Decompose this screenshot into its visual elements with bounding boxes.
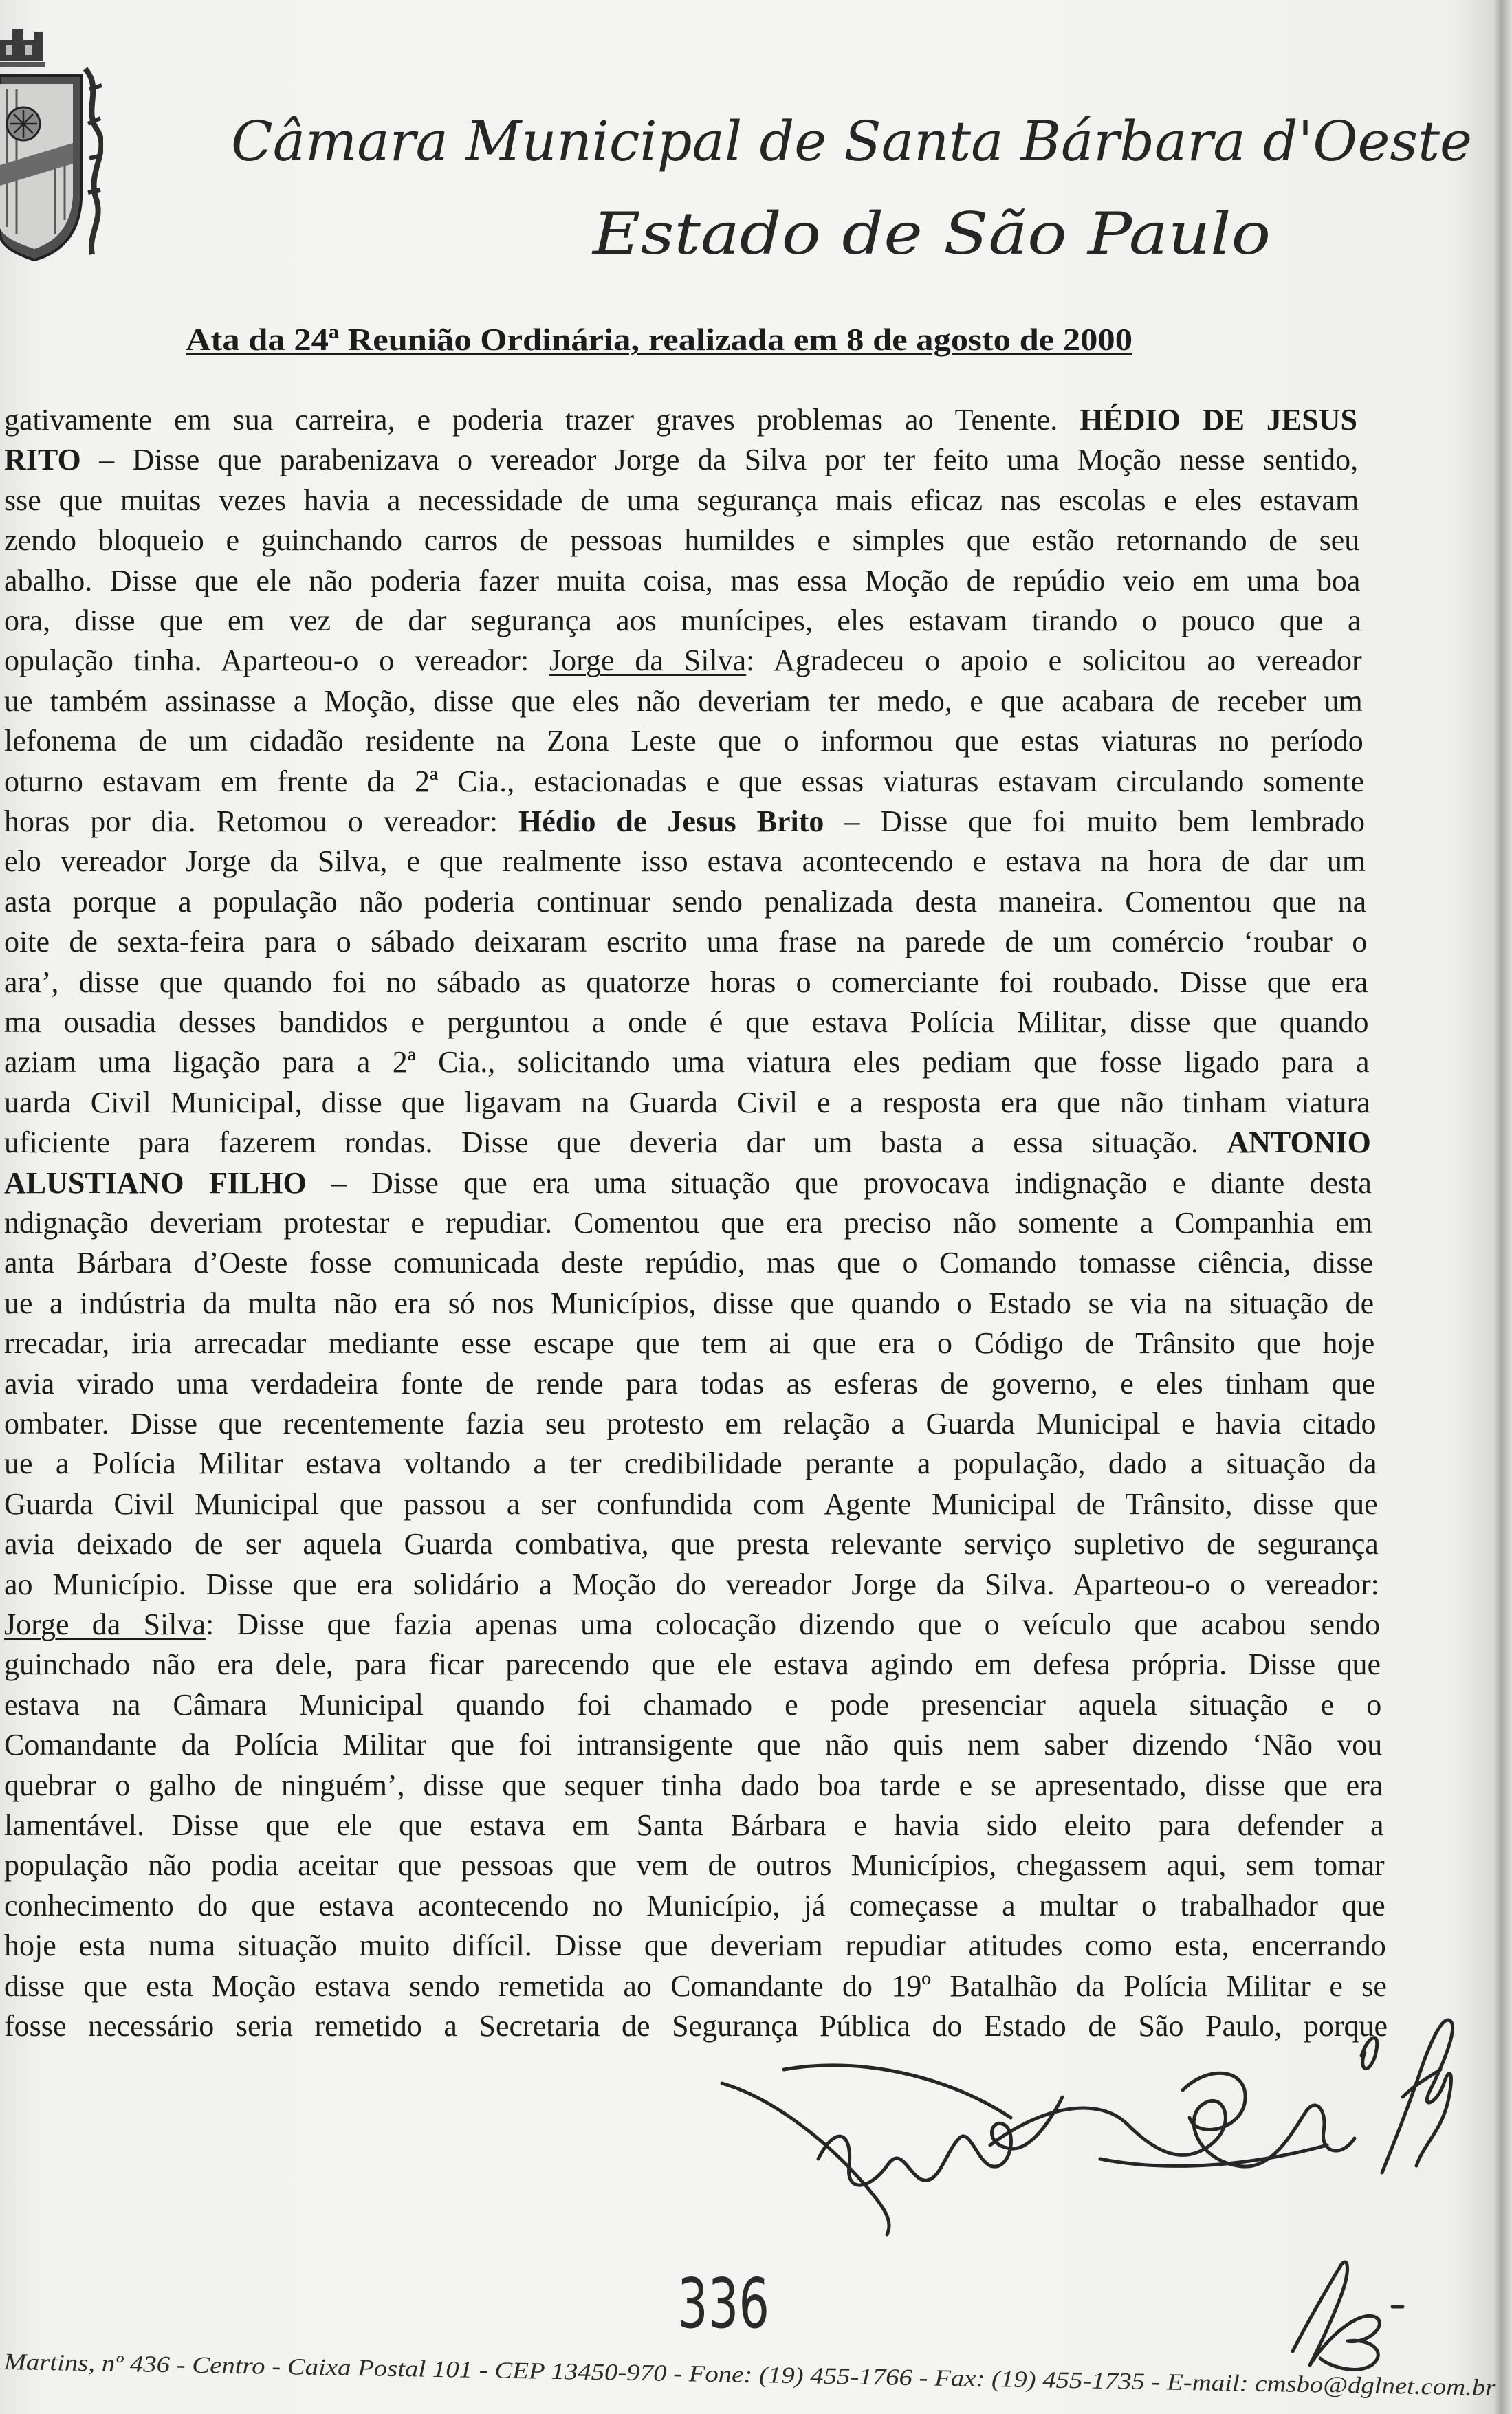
minutes-heading: Ata da 24ª Reunião Ordinária, realizada em 8 de agosto de 2000 (186, 322, 1132, 357)
text-line (4, 764, 1364, 800)
text-line (4, 1205, 1372, 1241)
text-line (4, 884, 1366, 920)
text-line (4, 924, 1367, 960)
text-segment: ue a indústria da multa não era só nos Municípios, disse que quando o Estado se via na situação de (4, 1286, 1374, 1320)
text-segment: disse que esta Moção estava sendo remetida ao Comandante do 19º Batalhão da Polícia Militar e se (4, 1968, 1387, 2003)
text-line (4, 1768, 1383, 1803)
speaker-name: RITO (4, 443, 81, 477)
text-segment: ue também assinasse a Moção, disse que eles não deveriam ter medo, e que acabara de receber um (4, 683, 1363, 718)
text-segment: : Agradeceu o apoio e solicitou ao vereador (746, 644, 1362, 678)
text-line (4, 1607, 1380, 1643)
text-segment: opulação tinha. Aparteou-o o vereador: (4, 644, 550, 678)
text-segment: avia deixado de ser aquela Guarda combativa, que presta relevante serviço supletivo de segurança (4, 1527, 1379, 1561)
text-line (4, 1044, 1370, 1080)
speaker-name: HÉDIO DE JESUS (1080, 403, 1357, 437)
text-line (4, 1888, 1385, 1924)
state-subtitle: Estado de São Paulo (593, 200, 1271, 267)
text-segment: ao Município. Disse que era solidário a Moção do vereador Jorge da Silva. Aparteou-o o vereador: (4, 1567, 1379, 1601)
signature-1 (722, 2065, 1062, 2235)
underlined-name: Jorge da Silva (549, 644, 747, 678)
text-segment: uarda Civil Municipal, disse que ligavam na Guarda Civil e a resposta era que não tinham viatura (4, 1085, 1370, 1119)
text-line (4, 683, 1363, 719)
text-line (4, 1165, 1372, 1201)
text-segment: – Disse que parabenizava o vereador Jorge da Silva por ter feito uma Moção nesse sentido, (80, 443, 1359, 477)
text-line (4, 965, 1368, 1000)
text-line (4, 804, 1365, 840)
speaker-name: ANTONIO (1227, 1126, 1371, 1160)
text-segment: quebrar o galho de ninguém’, disse que sequer tinha dado boa tarde e se apresentado, disse que era (4, 1768, 1383, 1802)
text-segment: ombater. Disse que recentemente fazia seu protesto em relação a Guarda Municipal e havia citado (4, 1407, 1377, 1440)
text-segment: oite de sexta-feira para o sábado deixaram escrito uma frase na parede de um comércio ‘roubar o (4, 925, 1368, 959)
text-line (4, 1567, 1379, 1603)
text-segment: rrecadar, iria arrecadar mediante esse escape que tem ai que era o Código de Trânsito que hoje (4, 1326, 1375, 1361)
page-number: 336 (677, 2263, 769, 2344)
text-line (4, 1847, 1385, 1883)
signature-3 (1382, 2020, 1453, 2173)
text-segment: ara’, disse que quando foi no sábado as quatorze horas o comerciante foi roubado. Disse que era (4, 965, 1368, 999)
text-segment: ue a Polícia Militar estava voltando a ter credibilidade perante a população, dado a situação da (4, 1447, 1377, 1481)
text-segment: ma ousadia desses bandidos e perguntou a onde é que estava Polícia Militar, disse que quando (4, 1005, 1369, 1039)
speaker-name: ALUSTIANO FILHO (4, 1165, 307, 1200)
text-line (4, 402, 1357, 438)
text-segment: aziam uma ligação para a 2ª Cia., solicitando uma viatura eles pediam que fosse ligado para a (4, 1045, 1370, 1079)
text-line (4, 643, 1362, 679)
text-line (4, 1005, 1369, 1040)
text-line (4, 1647, 1381, 1682)
text-segment: elo vereador Jorge da Silva, e que realmente isso estava acontecendo e estava na hora de dar um (4, 844, 1366, 879)
speaker-name: Hédio de Jesus Brito (518, 804, 824, 838)
text-segment: uficiente para fazerem rondas. Disse que deveria dar um basta a essa situação. (4, 1126, 1227, 1160)
text-line (4, 1486, 1378, 1522)
text-segment: zendo bloqueio e guinchando carros de pessoas humildes e simples que estão retornando de seu (4, 523, 1360, 558)
text-line (4, 1245, 1373, 1281)
text-segment: : Disse que fazia apenas uma colocação dizendo que o veículo que acabou sendo (206, 1607, 1381, 1641)
initials (1293, 2262, 1403, 2369)
text-segment: conhecimento do que estava acontecendo no Município, já começasse a multar o trabalhador que (4, 1888, 1385, 1922)
text-line (4, 1526, 1379, 1562)
text-line (4, 2008, 1388, 2044)
text-segment: oturno estavam em frente da 2ª Cia., estacionadas e que essas viaturas estavam circulando somente (4, 764, 1364, 798)
text-line (4, 1446, 1377, 1482)
text-segment: hoje esta numa situação muito difícil. Disse que deveriam repudiar atitudes como esta, encerrando (4, 1929, 1386, 1963)
footer-address: Martins, nº 436 - Centro - Caixa Postal 101 - CEP 13450-970 - Fone: (19) 455-1766 - Fax: (19) 455-1735 - E-mail: cmsbo@dglnet.com.br (3, 2349, 1496, 2401)
text-segment: Guarda Civil Municipal que passou a ser confundida com Agente Municipal de Trânsito, disse que (4, 1486, 1378, 1521)
text-line (4, 1406, 1377, 1442)
text-line (4, 1727, 1382, 1763)
text-segment: ora, disse que em vez de dar segurança aos munícipes, eles estavam tirando o pouco que a (4, 604, 1361, 637)
text-line (4, 1085, 1370, 1121)
text-segment: fosse necessário seria remetido a Secretaria de Segurança Pública do Estado de São Paulo, porque (4, 2009, 1388, 2043)
crown (0, 29, 45, 67)
text-line (4, 1968, 1387, 2004)
text-segment: guinchado não era dele, para ficar parecendo que ele estava agindo em defesa própria. Disse que (4, 1647, 1381, 1682)
text-line (4, 1928, 1386, 1964)
text-segment: Comandante da Polícia Militar que foi intransigente que não quis nem saber dizendo ‘Não vou (4, 1728, 1383, 1762)
coat-of-arms-icon (0, 28, 103, 275)
text-line (4, 603, 1361, 639)
text-line (4, 563, 1360, 599)
chamber-title: Câmara Municipal de Santa Bárbara d'Oeste (231, 109, 1472, 173)
text-segment: abalho. Disse que ele não poderia fazer muita coisa, mas essa Moção de repúdio veio em uma boa (4, 563, 1361, 597)
text-line (4, 1125, 1371, 1161)
text-line (4, 723, 1363, 759)
text-segment: horas por dia. Retomou o vereador: (4, 804, 519, 838)
text-line (4, 844, 1366, 879)
text-segment: gativamente em sua carreira, e poderia trazer graves problemas ao Tenente. (4, 403, 1080, 437)
text-segment: anta Bárbara d’Oeste fosse comunicada deste repúdio, mas que o Comando tomasse ciência, disse (4, 1246, 1374, 1280)
text-line (4, 1286, 1374, 1321)
text-segment: ndignação deveriam protestar e repudiar. Comentou que era preciso não somente a Companhia em (4, 1206, 1372, 1240)
text-line (4, 483, 1359, 518)
text-segment: – Disse que era uma situação que provocava indignação e diante desta (306, 1165, 1372, 1200)
text-segment: estava na Câmara Municipal quando foi chamado e pode presenciar aquela situação e o (4, 1687, 1382, 1722)
text-segment: asta porque a população não poderia continuar sendo penalizada desta maneira. Comentou que na (4, 884, 1367, 919)
text-line (4, 1366, 1375, 1402)
text-line (4, 523, 1359, 558)
text-segment: sse que muitas vezes havia a necessidade de uma segurança mais eficaz nas escolas e eles estavam (4, 483, 1359, 517)
text-segment: lamentável. Disse que ele que estava em Santa Bárbara e havia sido eleito para defender a (4, 1808, 1384, 1842)
signature-2 (990, 2038, 1377, 2166)
text-line (4, 1326, 1374, 1361)
text-segment: população não podia aceitar que pessoas que vem de outros Municípios, chegassem aqui, sem tomar (4, 1848, 1385, 1883)
text-line (4, 1687, 1381, 1723)
text-segment: lefonema de um cidadão residente na Zona Leste que o informou que estas viaturas no período (4, 724, 1363, 758)
text-segment: – Disse que foi muito bem lembrado (824, 804, 1365, 838)
text-line (4, 1808, 1384, 1843)
text-segment: avia virado uma verdadeira fonte de rende para todas as esferas de governo, e eles tinham que (4, 1366, 1376, 1401)
text-line (4, 442, 1358, 478)
underlined-name: Jorge da Silva (4, 1607, 206, 1641)
